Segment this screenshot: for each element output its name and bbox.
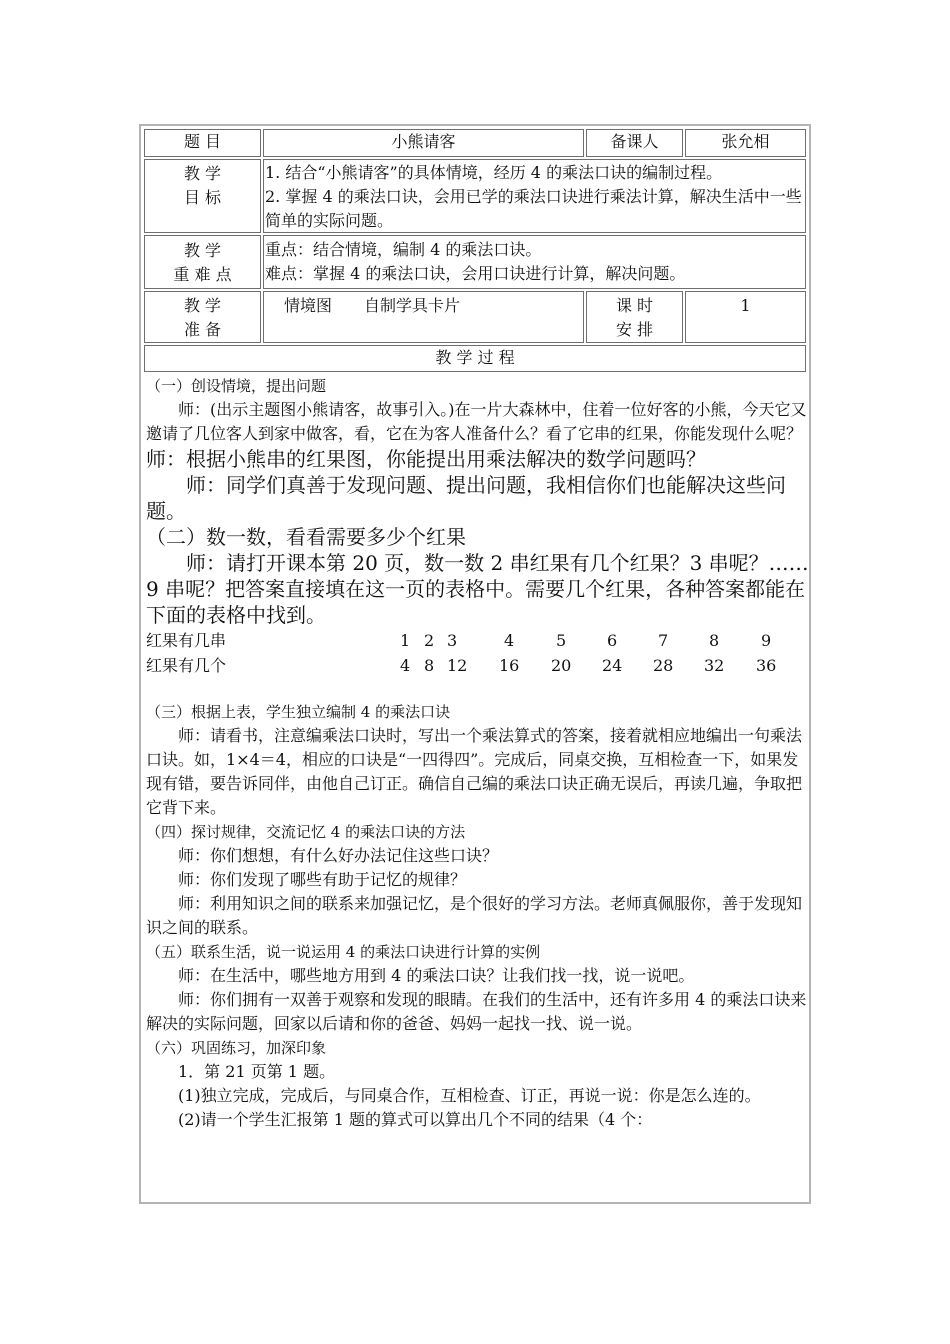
topic-cell (263, 129, 584, 157)
section-4-paragraph-2: 师：你们发现了哪些有助于记忆的规律？ (178, 870, 467, 889)
row-label-strings: 红果有几串 (146, 631, 227, 650)
section-6-paragraph-2: (1)独立完成，完成后，与同桌合作，互相检查、订正，再说一说：你是怎么连的。 (178, 1086, 761, 1105)
hours-label-line1: 课 时 (615, 296, 654, 315)
section-2-title: （二）数一数，看看需要多少个红果 (146, 525, 466, 549)
section-1-paragraph-3: 师：同学们真善于发现问题、提出问题，我相信你们也能解决这些问题。 (146, 473, 786, 523)
keypoints-cell (263, 235, 806, 289)
table-cell: 24 (602, 656, 623, 675)
table-cell: 8 (424, 656, 435, 675)
section-5-paragraph-1: 师：在生活中，哪些地方用到 4 的乘法口诀？让我们找一找，说一说吧。 (178, 966, 695, 985)
preparation-label-line1: 教 学 (183, 296, 222, 315)
preparer-label: 备课人 (610, 132, 659, 151)
hours-cell (685, 291, 806, 343)
table-spacer (146, 678, 810, 700)
table-cell: 9 (761, 631, 772, 650)
table-cell: 28 (653, 656, 674, 675)
objectives-cell (263, 159, 806, 233)
section-4-paragraph-3: 师：利用知识之间的联系来加强记忆，是个很好的学习方法。老师真佩服你，善于发现知识之间的联系。 (146, 894, 803, 937)
preparer-label-cell (586, 129, 683, 157)
section-5-title: （五）联系生活，说一说运用 4 的乘法口诀进行计算的实例 (146, 943, 541, 961)
table-cell: 4 (504, 631, 515, 650)
topic-label: 题 目 (183, 132, 222, 151)
berry-table (146, 628, 810, 678)
process-title: 教 学 过 程 (435, 348, 515, 367)
preparation-label-line2: 准 备 (183, 320, 222, 339)
preparation-cell (263, 291, 584, 343)
table-cell: 32 (704, 656, 725, 675)
topic-value: 小熊请客 (391, 132, 456, 151)
hours-value: 1 (740, 296, 751, 315)
table-cell: 16 (499, 656, 520, 675)
table-cell: 8 (709, 631, 720, 650)
keypoint-item-2: 难点：掌握 4 的乘法口诀，会用口诀进行计算，解决问题。 (265, 264, 686, 283)
objective-item-1: 1. 结合“小熊请客”的具体情境，经历 4 的乘法口诀的编制过程。 (265, 163, 723, 182)
table-cell: 7 (658, 631, 669, 650)
table-cell: 6 (607, 631, 618, 650)
section-4-paragraph-1: 师：你们想想，有什么好办法记住这些口诀？ (178, 846, 499, 865)
objectives-label-line1: 教 学 (183, 164, 222, 183)
process-title-cell (144, 345, 806, 372)
berry-table-row-count (146, 653, 810, 678)
section-6-paragraph-1: 1．第 21 页第 1 题。 (178, 1062, 336, 1081)
section-2-paragraph-1: 师：请打开课本第 20 页，数一数 2 串红果有几个红果？3 串呢？……9 串呢？把答案直接填在这一页的表格中。需要几个红果，各种答案都能在下面的表格中找到。 (146, 551, 809, 627)
hours-label-cell (586, 291, 683, 343)
table-cell: 5 (556, 631, 567, 650)
process-body (144, 374, 810, 1132)
keypoints-label-cell (144, 235, 261, 289)
table-cell: 3 (447, 631, 458, 650)
section-5-paragraph-2: 师：你们拥有一双善于观察和发现的眼睛。在我们的生活中，还有许多用 4 的乘法口诀来解决的实际问题，回家以后请和你的爸爸、妈妈一起找一找、说一说。 (146, 990, 807, 1033)
section-6-paragraph-3: (2)请一个学生汇报第 1 题的算式可以算出几个不同的结果（4 个： (178, 1110, 653, 1129)
section-1-paragraph-2: 师：根据小熊串的红果图，你能提出用乘法解决的数学问题吗？ (146, 447, 706, 471)
keypoints-label-line2: 重 难 点 (173, 265, 232, 284)
section-4-title: （四）探讨规律，交流记忆 4 的乘法口诀的方法 (146, 823, 466, 841)
topic-label-cell (144, 129, 261, 157)
table-cell: 36 (756, 656, 777, 675)
section-3-title: （三）根据上表，学生独立编制 4 的乘法口诀 (146, 703, 451, 721)
preparer-value: 张允相 (721, 132, 770, 151)
lesson-plan-document (139, 124, 811, 1204)
berry-table-row-strings (146, 628, 810, 653)
table-cell: 12 (447, 656, 468, 675)
table-cell: 2 (424, 631, 435, 650)
table-cell: 1 (400, 631, 411, 650)
objective-item-2: 2. 掌握 4 的乘法口诀，会用已学的乘法口诀进行乘法计算，解决生活中一些简单的实际问题。 (265, 187, 802, 230)
table-cell: 4 (400, 656, 411, 675)
preparation-label-cell (144, 291, 261, 343)
section-6-title: （六）巩固练习，加深印象 (146, 1039, 327, 1057)
section-1-paragraph-1: 师：(出示主题图小熊请客，故事引入。)在一片大森林中，住着一位好客的小熊，今天它又邀请了几位客人到家中做客，看，它在为客人准备什么？看了它串的红果，你能发现什么呢？ (146, 400, 807, 443)
preparation-content: 情境图 自制学具卡片 (284, 296, 461, 315)
keypoint-item-1: 重点：结合情境，编制 4 的乘法口诀。 (265, 240, 542, 259)
objectives-label-line2: 目 标 (183, 188, 222, 207)
row-label-count: 红果有几个 (146, 656, 227, 675)
section-3-paragraph-1: 师：请看书，注意编乘法口诀时，写出一个乘法算式的答案，接着就相应地编出一句乘法口诀。如，1×4＝4，相应的口诀是“一四得四”。完成后，同桌交换，互相检查一下，如果发现有错，要告诉同伴，由他自己订正。确信自己编的乘法口诀正确无误后，再读几遍，争取把它背下来。 (146, 726, 803, 817)
section-1-title: （一）创设情境，提出问题 (146, 377, 327, 395)
keypoints-label-line1: 教 学 (183, 241, 222, 260)
table-cell: 20 (551, 656, 572, 675)
hours-label-line2: 安 排 (615, 320, 654, 339)
preparer-cell (685, 129, 806, 157)
objectives-label-cell (144, 159, 261, 233)
